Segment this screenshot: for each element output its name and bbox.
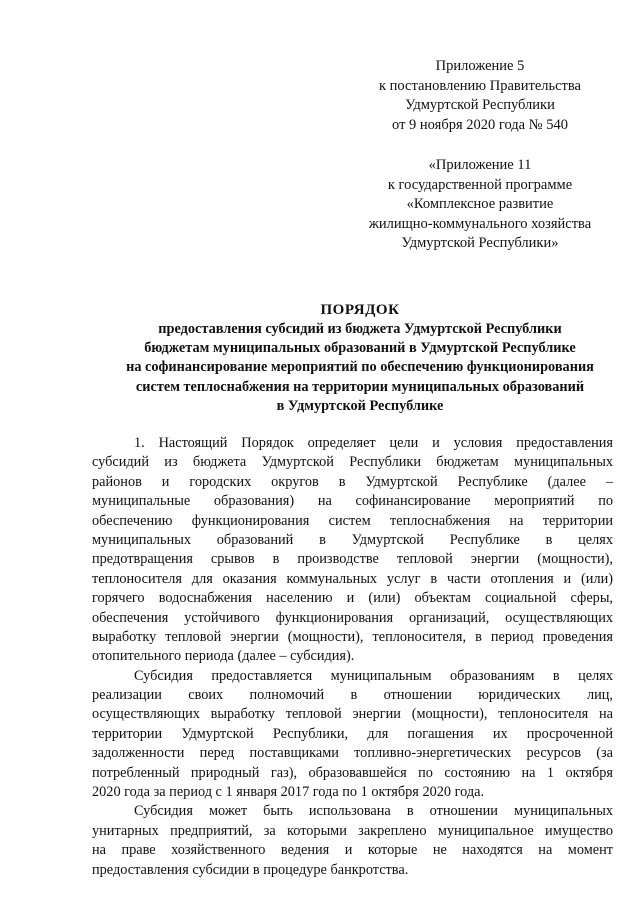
body-paragraph — [92, 802, 613, 880]
paragraph-line: 2020 года за период с 1 января 2017 года по 1 октября 2020 года. — [92, 784, 485, 801]
appendix-11-line: «Комплексное развитие — [406, 196, 554, 212]
document-title — [80, 301, 640, 416]
paragraph-line: теплоносителя для оказания коммунальных услуг в части отопления и (или) — [92, 570, 613, 587]
paragraph-line: задолженности перед поставщиками топливно-энергетических ресурсов (за — [92, 745, 613, 762]
paragraph-line: обеспечения устойчивого функционирования организаций, осуществляющих — [92, 609, 613, 626]
title-heading: ПОРЯДОК — [320, 302, 400, 318]
body-paragraph — [92, 434, 613, 667]
paragraph-line: отопительного периода (далее – субсидия). — [92, 648, 355, 665]
appendix-11-header — [340, 156, 620, 254]
title-line: бюджетам муниципальных образований в Удмуртской Республике — [144, 340, 576, 357]
body-paragraph — [92, 667, 613, 803]
paragraph-line: горячего водоснабжения населению и (или) объектам социальной сферы, — [92, 590, 613, 607]
appendix-5-line: Удмуртской Республики — [405, 97, 555, 113]
title-line: в Удмуртской Республике — [276, 397, 444, 414]
paragraph-line: обеспечению функционирования систем теплоснабжения на территории — [92, 512, 613, 529]
appendix-5-line: Приложение 5 — [435, 58, 525, 74]
paragraph-line: предотвращения срывов в производстве тепловой энергии (мощности), — [92, 551, 613, 568]
document-body — [92, 434, 613, 880]
paragraph-line: муниципальные образования) на софинансирование мероприятий по — [92, 493, 613, 510]
paragraph-line: выработку тепловой энергии (мощности), теплоносителя, в период проведения — [92, 628, 613, 645]
appendix-5-line: от 9 ноября 2020 года № 540 — [392, 116, 568, 133]
appendix-11-line: к государственной программе — [387, 176, 573, 193]
appendix-11-line: Удмуртской Республики» — [401, 235, 559, 251]
paragraph-line: Субсидия может быть использована в отношении муниципальных — [134, 803, 613, 820]
paragraph-line: унитарных предприятий, за которыми закреплено муниципальное имущество — [92, 822, 613, 839]
appendix-5-header — [340, 57, 620, 135]
appendix-5-line: к постановлению Правительства — [379, 77, 581, 94]
appendix-11-line: жилищно-коммунального хозяйства — [368, 215, 592, 232]
paragraph-line: субсидий из бюджета Удмуртской Республики бюджетам муниципальных — [92, 454, 613, 471]
appendix-11-line: «Приложение 11 — [428, 157, 532, 173]
paragraph-line: 1. Настоящий Порядок определяет цели и условия предоставления — [134, 435, 613, 451]
paragraph-line: реализации своих полномочий в отношении юридических лиц, — [92, 687, 613, 704]
paragraph-line: потребленный природный газ), образовавшейся по состоянию на 1 октября — [92, 764, 613, 781]
title-line: на софинансирование мероприятий по обеспечению функционирования — [126, 359, 594, 376]
paragraph-line: осуществляющих выработку тепловой энергии (мощности), теплоносителя на — [92, 706, 613, 723]
paragraph-line: Субсидия предоставляется муниципальным образованиям в целях — [134, 667, 613, 684]
paragraph-line: на праве хозяйственного ведения и которые не находятся на момент — [92, 842, 613, 859]
paragraph-line: муниципальных образований в Удмуртской Республике в целях — [92, 531, 613, 548]
title-line: систем теплоснабжения на территории муниципальных образований — [135, 378, 585, 395]
title-line: предоставления субсидий из бюджета Удмуртской Республики — [158, 321, 562, 337]
paragraph-line: предоставления субсидии в процедуре банкротства. — [92, 861, 409, 878]
paragraph-line: территории Удмуртской Республики, для погашения их просроченной — [92, 725, 613, 742]
paragraph-line: районов и городских округов в Удмуртской Республике (далее – — [92, 473, 613, 490]
